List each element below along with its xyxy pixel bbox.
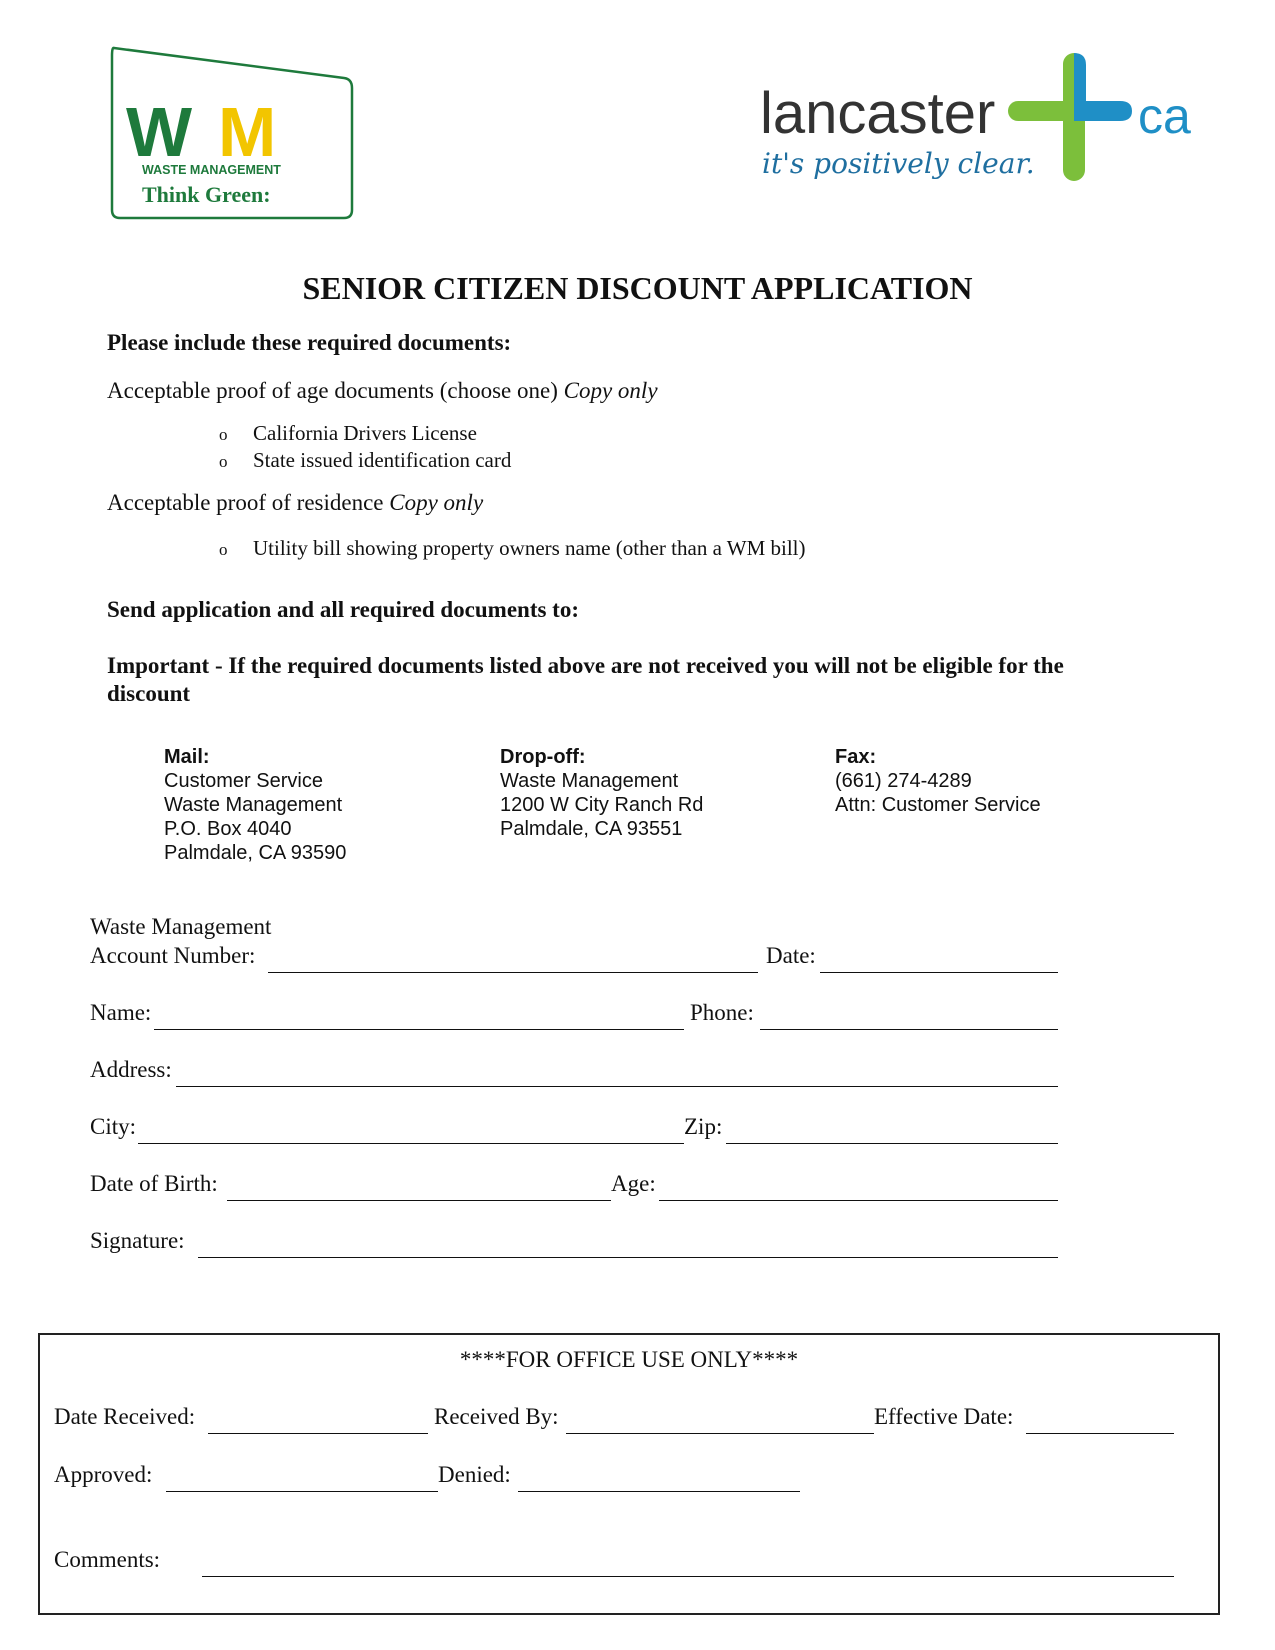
account-number-field[interactable] <box>268 972 758 973</box>
date-label: Date: <box>766 943 816 968</box>
city-label: City: <box>90 1114 137 1139</box>
mail-line: Palmdale, CA 93590 <box>164 842 347 864</box>
denied-field[interactable] <box>518 1491 800 1492</box>
account-prefix: Waste Management <box>90 914 272 939</box>
dropoff-line: Waste Management <box>500 770 679 792</box>
waste-management-logo <box>108 44 362 222</box>
effective-date-field[interactable] <box>1026 1433 1174 1434</box>
age-field[interactable] <box>659 1200 1058 1201</box>
list-item <box>219 536 806 561</box>
age-label: Age: <box>611 1171 656 1196</box>
mail-heading: Mail: <box>164 746 210 768</box>
phone-field[interactable] <box>760 1029 1058 1030</box>
date-received-field[interactable] <box>208 1433 428 1434</box>
dropoff-address-block <box>500 745 703 841</box>
age-documents-list <box>219 421 919 481</box>
lancaster-name: lancaster <box>760 81 996 146</box>
denied-label: Denied: <box>438 1462 511 1487</box>
signature-field[interactable] <box>198 1257 1058 1258</box>
received-by-label: Received By: <box>434 1404 559 1429</box>
important-notice-line-1: Important - If the required documents listed above are not received you will not be eligible for the <box>107 653 1064 678</box>
name-field[interactable] <box>154 1029 684 1030</box>
approved-label: Approved: <box>54 1462 153 1487</box>
residence-proof-label: Acceptable proof of residence <box>107 490 384 515</box>
name-label: Name: <box>90 1000 152 1025</box>
signature-label: Signature: <box>90 1228 185 1253</box>
received-by-field[interactable] <box>566 1433 874 1434</box>
lancaster-logo <box>760 45 1230 200</box>
dropoff-line: 1200 W City Ranch Rd <box>500 794 704 816</box>
phone-label: Phone: <box>690 1000 754 1025</box>
comments-label: Comments: <box>54 1547 161 1572</box>
lancaster-tagline: it's positively clear. <box>762 147 1035 180</box>
fax-block <box>835 745 1041 817</box>
list-item-text: California Drivers License <box>253 421 477 445</box>
wm-mark-m: M <box>218 93 271 171</box>
address-label: Address: <box>90 1057 172 1082</box>
send-heading: Send application and all required documents to: <box>107 597 580 622</box>
bullet-mark: o <box>219 425 228 444</box>
zip-label: Zip: <box>684 1114 723 1139</box>
page-title: SENIOR CITIZEN DISCOUNT APPLICATION <box>302 270 973 306</box>
office-use-box <box>38 1333 1220 1615</box>
mail-line: P.O. Box 4040 <box>164 818 292 840</box>
dropoff-line: Palmdale, CA 93551 <box>500 818 683 840</box>
account-number-label: Account Number: <box>90 943 256 968</box>
list-item <box>219 421 477 446</box>
list-item-text: Utility bill showing property owners name (other than a WM bill) <box>253 536 806 560</box>
lancaster-logo-graphic <box>760 45 1230 200</box>
wm-tagline: Think Green: <box>142 182 271 207</box>
fax-number: (661) 274-4289 <box>835 770 972 792</box>
mail-address-block <box>164 745 346 865</box>
important-notice-line-2: discount <box>107 681 191 706</box>
lancaster-suffix: ca <box>1138 88 1191 144</box>
mail-line: Waste Management <box>164 794 343 816</box>
cross-accent <box>1074 53 1132 121</box>
bullet-mark: o <box>219 540 228 559</box>
list-item-text: State issued identification card <box>253 448 512 472</box>
date-field[interactable] <box>820 972 1058 973</box>
date-received-label: Date Received: <box>54 1404 196 1429</box>
comments-field[interactable] <box>202 1576 1174 1577</box>
age-proof-label: Acceptable proof of age documents (choose one) <box>107 378 558 403</box>
wm-mark-w: W <box>126 93 187 171</box>
residence-proof-line <box>107 490 483 516</box>
dropoff-heading: Drop-off: <box>500 746 586 768</box>
date-of-birth-label: Date of Birth: <box>90 1171 218 1196</box>
bullet-mark: o <box>219 452 228 471</box>
list-item <box>219 448 511 473</box>
residence-proof-note: Copy only <box>389 490 484 515</box>
office-use-title: ****FOR OFFICE USE ONLY**** <box>459 1347 799 1372</box>
city-field[interactable] <box>138 1143 684 1144</box>
zip-field[interactable] <box>726 1143 1058 1144</box>
required-documents-heading: Please include these required documents: <box>107 330 512 355</box>
wm-company-name: WASTE MANAGEMENT <box>142 163 281 177</box>
approved-field[interactable] <box>166 1491 438 1492</box>
effective-date-label: Effective Date: <box>874 1404 1014 1429</box>
address-field[interactable] <box>176 1086 1058 1087</box>
fax-heading: Fax: <box>835 746 877 768</box>
age-proof-note: Copy only <box>563 378 658 403</box>
date-of-birth-field[interactable] <box>227 1200 611 1201</box>
wm-logo-graphic <box>108 44 362 222</box>
residence-documents-list <box>219 536 1019 566</box>
age-proof-line <box>107 378 658 404</box>
fax-attention: Attn: Customer Service <box>835 794 1041 816</box>
mail-line: Customer Service <box>164 770 323 792</box>
